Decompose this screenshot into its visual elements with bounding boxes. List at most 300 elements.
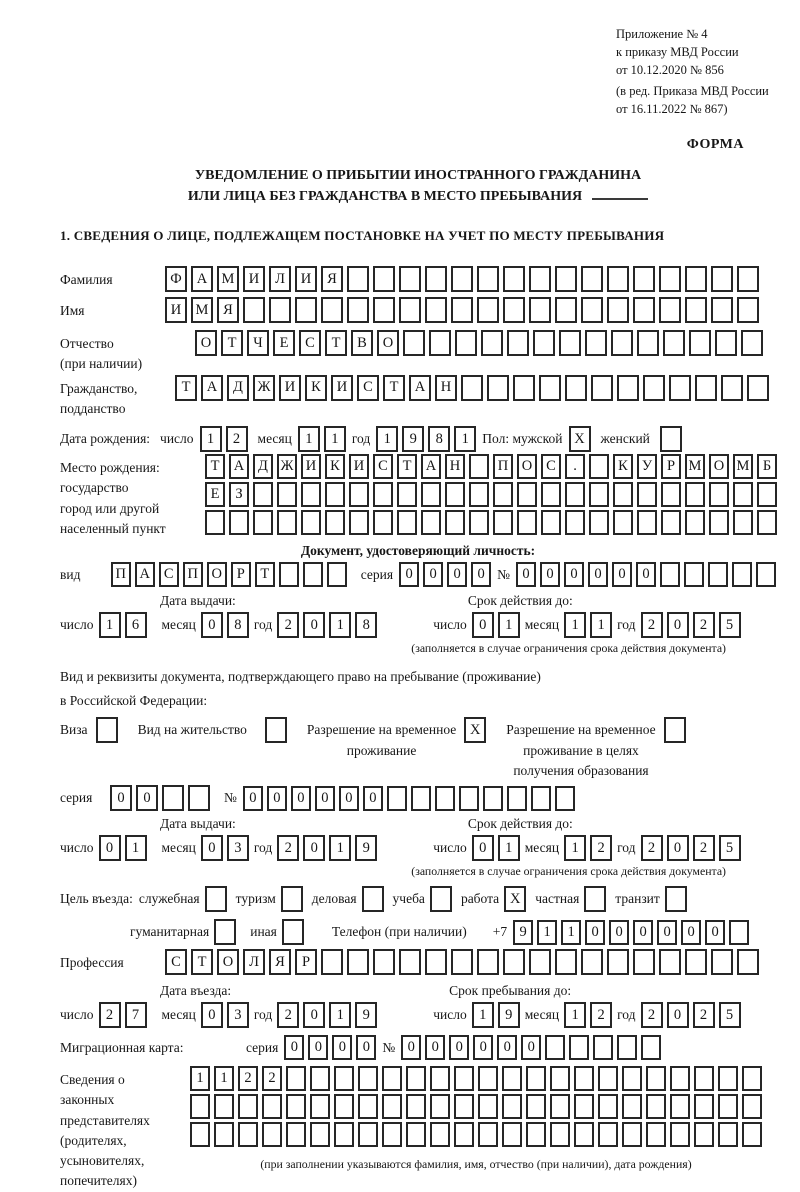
char-box[interactable]: 0 bbox=[423, 562, 443, 587]
char-box[interactable]: 2 bbox=[641, 612, 663, 638]
char-box[interactable] bbox=[399, 266, 421, 292]
char-box[interactable]: 0 bbox=[332, 1035, 352, 1060]
char-box[interactable] bbox=[358, 1122, 378, 1147]
char-box[interactable]: 2 bbox=[262, 1066, 282, 1091]
char-box[interactable] bbox=[756, 562, 776, 587]
char-box[interactable]: 0 bbox=[588, 562, 608, 587]
char-box[interactable] bbox=[451, 297, 473, 323]
char-box[interactable]: 1 bbox=[324, 426, 346, 452]
char-box[interactable]: О bbox=[517, 454, 537, 479]
char-box[interactable] bbox=[477, 949, 499, 975]
char-box[interactable]: 1 bbox=[190, 1066, 210, 1091]
char-box[interactable] bbox=[613, 510, 633, 535]
char-box[interactable]: 2 bbox=[693, 1002, 715, 1028]
char-box[interactable] bbox=[349, 510, 369, 535]
char-box[interactable] bbox=[455, 330, 477, 356]
char-box[interactable] bbox=[529, 266, 551, 292]
char-box[interactable]: Т bbox=[175, 375, 197, 401]
char-box[interactable]: 0 bbox=[585, 920, 605, 945]
char-box[interactable] bbox=[694, 1122, 714, 1147]
char-box[interactable] bbox=[622, 1122, 642, 1147]
char-box[interactable]: X bbox=[504, 886, 526, 912]
char-box[interactable] bbox=[303, 562, 323, 587]
char-box[interactable]: О bbox=[377, 330, 399, 356]
char-box[interactable] bbox=[664, 717, 686, 743]
char-box[interactable]: 0 bbox=[303, 612, 325, 638]
char-box[interactable]: 0 bbox=[472, 612, 494, 638]
char-box[interactable] bbox=[454, 1066, 474, 1091]
char-box[interactable]: А bbox=[201, 375, 223, 401]
char-box[interactable]: И bbox=[331, 375, 353, 401]
char-box[interactable] bbox=[286, 1122, 306, 1147]
char-box[interactable] bbox=[238, 1094, 258, 1119]
char-box[interactable]: 7 bbox=[125, 1002, 147, 1028]
char-box[interactable] bbox=[661, 510, 681, 535]
char-box[interactable] bbox=[715, 330, 737, 356]
char-box[interactable]: 1 bbox=[376, 426, 398, 452]
char-box[interactable] bbox=[637, 482, 657, 507]
char-box[interactable] bbox=[646, 1122, 666, 1147]
char-box[interactable] bbox=[502, 1094, 522, 1119]
char-box[interactable] bbox=[387, 786, 407, 811]
char-box[interactable] bbox=[451, 949, 473, 975]
char-box[interactable] bbox=[487, 375, 509, 401]
char-box[interactable] bbox=[742, 1094, 762, 1119]
char-box[interactable] bbox=[684, 562, 704, 587]
char-box[interactable] bbox=[382, 1066, 402, 1091]
char-box[interactable] bbox=[445, 482, 465, 507]
char-box[interactable] bbox=[533, 330, 555, 356]
char-box[interactable] bbox=[205, 510, 225, 535]
char-box[interactable]: 2 bbox=[238, 1066, 258, 1091]
char-box[interactable] bbox=[622, 1094, 642, 1119]
char-box[interactable] bbox=[301, 482, 321, 507]
char-box[interactable]: О bbox=[195, 330, 217, 356]
char-box[interactable]: 1 bbox=[99, 612, 121, 638]
char-box[interactable]: 1 bbox=[214, 1066, 234, 1091]
char-box[interactable]: 0 bbox=[636, 562, 656, 587]
char-box[interactable]: 0 bbox=[201, 1002, 223, 1028]
char-box[interactable]: О bbox=[207, 562, 227, 587]
char-box[interactable] bbox=[310, 1122, 330, 1147]
char-box[interactable]: 3 bbox=[227, 1002, 249, 1028]
char-box[interactable]: 0 bbox=[612, 562, 632, 587]
char-box[interactable] bbox=[545, 1035, 565, 1060]
char-box[interactable] bbox=[711, 266, 733, 292]
char-box[interactable]: Е bbox=[273, 330, 295, 356]
char-box[interactable]: 0 bbox=[447, 562, 467, 587]
char-box[interactable]: П bbox=[183, 562, 203, 587]
char-box[interactable]: 0 bbox=[363, 786, 383, 811]
char-box[interactable]: 0 bbox=[267, 786, 287, 811]
char-box[interactable]: 9 bbox=[355, 835, 377, 861]
char-box[interactable] bbox=[711, 297, 733, 323]
char-box[interactable] bbox=[397, 510, 417, 535]
char-box[interactable]: Т bbox=[221, 330, 243, 356]
char-box[interactable]: 5 bbox=[719, 835, 741, 861]
char-box[interactable]: О bbox=[217, 949, 239, 975]
char-box[interactable] bbox=[435, 786, 455, 811]
char-box[interactable]: В bbox=[351, 330, 373, 356]
char-box[interactable] bbox=[661, 482, 681, 507]
char-box[interactable]: 1 bbox=[454, 426, 476, 452]
char-box[interactable]: 0 bbox=[633, 920, 653, 945]
char-box[interactable] bbox=[469, 510, 489, 535]
char-box[interactable]: И bbox=[165, 297, 187, 323]
char-box[interactable]: Н bbox=[445, 454, 465, 479]
char-box[interactable] bbox=[569, 1035, 589, 1060]
char-box[interactable] bbox=[531, 786, 551, 811]
char-box[interactable] bbox=[526, 1066, 546, 1091]
char-box[interactable] bbox=[541, 482, 561, 507]
char-box[interactable] bbox=[507, 786, 527, 811]
char-box[interactable]: 0 bbox=[99, 835, 121, 861]
char-box[interactable] bbox=[406, 1094, 426, 1119]
char-box[interactable] bbox=[718, 1122, 738, 1147]
char-box[interactable]: 2 bbox=[693, 835, 715, 861]
char-box[interactable]: Т bbox=[191, 949, 213, 975]
char-box[interactable]: 0 bbox=[521, 1035, 541, 1060]
char-box[interactable] bbox=[382, 1122, 402, 1147]
char-box[interactable]: 0 bbox=[303, 1002, 325, 1028]
char-box[interactable] bbox=[493, 510, 513, 535]
char-box[interactable]: М bbox=[733, 454, 753, 479]
char-box[interactable]: Р bbox=[295, 949, 317, 975]
char-box[interactable]: 9 bbox=[402, 426, 424, 452]
char-box[interactable] bbox=[637, 510, 657, 535]
char-box[interactable] bbox=[529, 949, 551, 975]
char-box[interactable] bbox=[757, 510, 777, 535]
char-box[interactable] bbox=[454, 1122, 474, 1147]
char-box[interactable]: И bbox=[279, 375, 301, 401]
char-box[interactable] bbox=[737, 949, 759, 975]
char-box[interactable] bbox=[502, 1122, 522, 1147]
char-box[interactable] bbox=[598, 1066, 618, 1091]
char-box[interactable] bbox=[541, 510, 561, 535]
char-box[interactable] bbox=[373, 297, 395, 323]
char-box[interactable]: Т bbox=[383, 375, 405, 401]
char-box[interactable]: 0 bbox=[284, 1035, 304, 1060]
char-box[interactable] bbox=[282, 919, 304, 945]
char-box[interactable] bbox=[286, 1094, 306, 1119]
char-box[interactable] bbox=[737, 266, 759, 292]
char-box[interactable] bbox=[646, 1094, 666, 1119]
char-box[interactable]: Е bbox=[205, 482, 225, 507]
char-box[interactable]: 2 bbox=[641, 1002, 663, 1028]
char-box[interactable] bbox=[373, 482, 393, 507]
char-box[interactable] bbox=[425, 266, 447, 292]
char-box[interactable]: 1 bbox=[298, 426, 320, 452]
char-box[interactable]: 1 bbox=[200, 426, 222, 452]
char-box[interactable] bbox=[301, 510, 321, 535]
char-box[interactable]: 0 bbox=[681, 920, 701, 945]
char-box[interactable] bbox=[373, 510, 393, 535]
char-box[interactable] bbox=[607, 949, 629, 975]
char-box[interactable] bbox=[663, 330, 685, 356]
char-box[interactable] bbox=[421, 482, 441, 507]
char-box[interactable]: 8 bbox=[355, 612, 377, 638]
char-box[interactable]: 1 bbox=[564, 1002, 586, 1028]
char-box[interactable]: 9 bbox=[513, 920, 533, 945]
char-box[interactable] bbox=[685, 949, 707, 975]
char-box[interactable] bbox=[589, 454, 609, 479]
char-box[interactable] bbox=[593, 1035, 613, 1060]
char-box[interactable] bbox=[646, 1066, 666, 1091]
char-box[interactable] bbox=[243, 297, 265, 323]
char-box[interactable] bbox=[574, 1122, 594, 1147]
char-box[interactable]: А bbox=[421, 454, 441, 479]
char-box[interactable]: Б bbox=[757, 454, 777, 479]
char-box[interactable]: 0 bbox=[667, 835, 689, 861]
char-box[interactable] bbox=[347, 949, 369, 975]
char-box[interactable] bbox=[399, 297, 421, 323]
char-box[interactable]: 1 bbox=[498, 835, 520, 861]
char-box[interactable] bbox=[454, 1094, 474, 1119]
char-box[interactable] bbox=[659, 949, 681, 975]
char-box[interactable] bbox=[493, 482, 513, 507]
char-box[interactable] bbox=[529, 297, 551, 323]
char-box[interactable] bbox=[358, 1066, 378, 1091]
char-box[interactable] bbox=[411, 786, 431, 811]
char-box[interactable] bbox=[430, 1066, 450, 1091]
char-box[interactable]: Я bbox=[217, 297, 239, 323]
char-box[interactable] bbox=[591, 375, 613, 401]
char-box[interactable]: С bbox=[165, 949, 187, 975]
char-box[interactable] bbox=[660, 426, 682, 452]
char-box[interactable] bbox=[399, 949, 421, 975]
char-box[interactable]: М bbox=[191, 297, 213, 323]
char-box[interactable]: 0 bbox=[657, 920, 677, 945]
char-box[interactable] bbox=[277, 482, 297, 507]
char-box[interactable]: 9 bbox=[498, 1002, 520, 1028]
char-box[interactable] bbox=[286, 1066, 306, 1091]
char-box[interactable] bbox=[581, 266, 603, 292]
char-box[interactable]: У bbox=[637, 454, 657, 479]
char-box[interactable]: Л bbox=[243, 949, 265, 975]
char-box[interactable] bbox=[347, 297, 369, 323]
char-box[interactable]: 0 bbox=[201, 612, 223, 638]
char-box[interactable] bbox=[685, 510, 705, 535]
char-box[interactable]: Д bbox=[253, 454, 273, 479]
char-box[interactable] bbox=[659, 266, 681, 292]
char-box[interactable]: 0 bbox=[401, 1035, 421, 1060]
char-box[interactable]: 5 bbox=[719, 612, 741, 638]
char-box[interactable] bbox=[660, 562, 680, 587]
char-box[interactable] bbox=[732, 562, 752, 587]
char-box[interactable] bbox=[229, 510, 249, 535]
char-box[interactable] bbox=[550, 1094, 570, 1119]
char-box[interactable] bbox=[397, 482, 417, 507]
char-box[interactable] bbox=[321, 949, 343, 975]
char-box[interactable]: 0 bbox=[497, 1035, 517, 1060]
char-box[interactable]: С bbox=[373, 454, 393, 479]
char-box[interactable]: 2 bbox=[99, 1002, 121, 1028]
char-box[interactable] bbox=[214, 919, 236, 945]
char-box[interactable] bbox=[214, 1094, 234, 1119]
char-box[interactable] bbox=[741, 330, 763, 356]
char-box[interactable]: Ж bbox=[253, 375, 275, 401]
char-box[interactable] bbox=[526, 1122, 546, 1147]
char-box[interactable]: 1 bbox=[125, 835, 147, 861]
char-box[interactable] bbox=[555, 786, 575, 811]
char-box[interactable]: 0 bbox=[609, 920, 629, 945]
char-box[interactable] bbox=[503, 297, 525, 323]
char-box[interactable]: 1 bbox=[564, 612, 586, 638]
char-box[interactable]: П bbox=[493, 454, 513, 479]
char-box[interactable] bbox=[325, 482, 345, 507]
char-box[interactable] bbox=[310, 1066, 330, 1091]
char-box[interactable] bbox=[729, 920, 749, 945]
char-box[interactable] bbox=[737, 297, 759, 323]
char-box[interactable]: 0 bbox=[472, 835, 494, 861]
char-box[interactable]: 6 bbox=[125, 612, 147, 638]
char-box[interactable] bbox=[430, 1122, 450, 1147]
char-box[interactable] bbox=[507, 330, 529, 356]
char-box[interactable]: 2 bbox=[277, 612, 299, 638]
char-box[interactable]: И bbox=[301, 454, 321, 479]
char-box[interactable] bbox=[555, 297, 577, 323]
char-box[interactable] bbox=[670, 1094, 690, 1119]
char-box[interactable]: 1 bbox=[472, 1002, 494, 1028]
char-box[interactable] bbox=[637, 330, 659, 356]
char-box[interactable] bbox=[277, 510, 297, 535]
char-box[interactable] bbox=[461, 375, 483, 401]
char-box[interactable] bbox=[262, 1122, 282, 1147]
char-box[interactable] bbox=[721, 375, 743, 401]
char-box[interactable] bbox=[742, 1066, 762, 1091]
char-box[interactable] bbox=[205, 886, 227, 912]
char-box[interactable]: 3 bbox=[227, 835, 249, 861]
char-box[interactable]: 0 bbox=[308, 1035, 328, 1060]
char-box[interactable]: 2 bbox=[693, 612, 715, 638]
char-box[interactable]: К bbox=[325, 454, 345, 479]
char-box[interactable] bbox=[502, 1066, 522, 1091]
char-box[interactable] bbox=[477, 297, 499, 323]
char-box[interactable]: 0 bbox=[425, 1035, 445, 1060]
char-box[interactable] bbox=[96, 717, 118, 743]
char-box[interactable]: С bbox=[159, 562, 179, 587]
char-box[interactable]: 9 bbox=[355, 1002, 377, 1028]
char-box[interactable] bbox=[709, 510, 729, 535]
char-box[interactable] bbox=[425, 297, 447, 323]
char-box[interactable] bbox=[665, 886, 687, 912]
char-box[interactable]: Ч bbox=[247, 330, 269, 356]
char-box[interactable]: С bbox=[541, 454, 561, 479]
char-box[interactable] bbox=[685, 297, 707, 323]
char-box[interactable] bbox=[190, 1094, 210, 1119]
char-box[interactable] bbox=[517, 482, 537, 507]
char-box[interactable]: 0 bbox=[540, 562, 560, 587]
char-box[interactable]: 2 bbox=[641, 835, 663, 861]
char-box[interactable]: 1 bbox=[329, 1002, 351, 1028]
char-box[interactable] bbox=[321, 297, 343, 323]
char-box[interactable]: А bbox=[191, 266, 213, 292]
char-box[interactable]: 2 bbox=[226, 426, 248, 452]
char-box[interactable]: П bbox=[111, 562, 131, 587]
char-box[interactable]: 2 bbox=[590, 1002, 612, 1028]
char-box[interactable]: Т bbox=[255, 562, 275, 587]
char-box[interactable] bbox=[633, 297, 655, 323]
char-box[interactable] bbox=[670, 1066, 690, 1091]
char-box[interactable] bbox=[459, 786, 479, 811]
char-box[interactable] bbox=[451, 266, 473, 292]
char-box[interactable] bbox=[581, 949, 603, 975]
char-box[interactable]: И bbox=[243, 266, 265, 292]
char-box[interactable]: 2 bbox=[277, 1002, 299, 1028]
char-box[interactable] bbox=[689, 330, 711, 356]
char-box[interactable] bbox=[607, 266, 629, 292]
char-box[interactable]: Я bbox=[321, 266, 343, 292]
char-box[interactable] bbox=[373, 266, 395, 292]
char-box[interactable]: 0 bbox=[136, 785, 158, 811]
char-box[interactable] bbox=[425, 949, 447, 975]
char-box[interactable] bbox=[347, 266, 369, 292]
char-box[interactable] bbox=[190, 1122, 210, 1147]
char-box[interactable]: 2 bbox=[277, 835, 299, 861]
char-box[interactable]: Р bbox=[661, 454, 681, 479]
char-box[interactable] bbox=[550, 1066, 570, 1091]
char-box[interactable] bbox=[430, 886, 452, 912]
char-box[interactable]: А bbox=[135, 562, 155, 587]
char-box[interactable] bbox=[253, 510, 273, 535]
char-box[interactable] bbox=[757, 482, 777, 507]
char-box[interactable]: 0 bbox=[564, 562, 584, 587]
char-box[interactable]: X bbox=[464, 717, 486, 743]
char-box[interactable] bbox=[188, 785, 210, 811]
char-box[interactable] bbox=[503, 949, 525, 975]
char-box[interactable]: 0 bbox=[705, 920, 725, 945]
char-box[interactable]: З bbox=[229, 482, 249, 507]
char-box[interactable] bbox=[589, 482, 609, 507]
char-box[interactable] bbox=[694, 1066, 714, 1091]
char-box[interactable]: 0 bbox=[303, 835, 325, 861]
char-box[interactable] bbox=[622, 1066, 642, 1091]
char-box[interactable] bbox=[265, 717, 287, 743]
char-box[interactable] bbox=[281, 886, 303, 912]
char-box[interactable]: Ф bbox=[165, 266, 187, 292]
char-box[interactable] bbox=[406, 1122, 426, 1147]
char-box[interactable]: К bbox=[305, 375, 327, 401]
char-box[interactable]: А bbox=[229, 454, 249, 479]
char-box[interactable]: X bbox=[569, 426, 591, 452]
char-box[interactable] bbox=[718, 1066, 738, 1091]
char-box[interactable] bbox=[469, 482, 489, 507]
char-box[interactable] bbox=[747, 375, 769, 401]
char-box[interactable] bbox=[694, 1094, 714, 1119]
char-box[interactable] bbox=[269, 297, 291, 323]
char-box[interactable] bbox=[633, 266, 655, 292]
char-box[interactable]: Т bbox=[325, 330, 347, 356]
char-box[interactable] bbox=[584, 886, 606, 912]
char-box[interactable]: 1 bbox=[498, 612, 520, 638]
char-box[interactable] bbox=[565, 375, 587, 401]
char-box[interactable] bbox=[382, 1094, 402, 1119]
char-box[interactable]: О bbox=[709, 454, 729, 479]
char-box[interactable]: 8 bbox=[227, 612, 249, 638]
char-box[interactable]: Ж bbox=[277, 454, 297, 479]
char-box[interactable]: 1 bbox=[564, 835, 586, 861]
char-box[interactable] bbox=[708, 562, 728, 587]
char-box[interactable] bbox=[733, 510, 753, 535]
char-box[interactable] bbox=[253, 482, 273, 507]
char-box[interactable]: 5 bbox=[719, 1002, 741, 1028]
char-box[interactable] bbox=[643, 375, 665, 401]
char-box[interactable] bbox=[617, 1035, 637, 1060]
char-box[interactable] bbox=[559, 330, 581, 356]
char-box[interactable] bbox=[574, 1094, 594, 1119]
char-box[interactable]: 0 bbox=[516, 562, 536, 587]
char-box[interactable] bbox=[469, 454, 489, 479]
